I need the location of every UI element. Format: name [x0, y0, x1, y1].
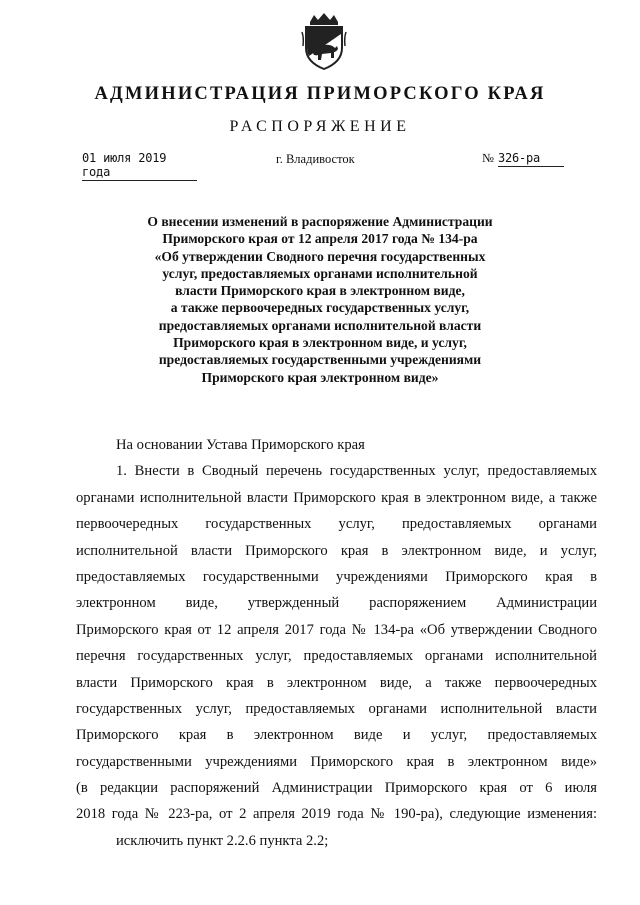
paragraph-1-line: перечня государственных услуг, предоставляемых органами исполнительной [76, 648, 597, 665]
document-title [100, 213, 540, 386]
paragraph-1-line: (в редакции распоряжений Администрации Приморского края от 6 июля [76, 780, 597, 797]
title-line: предоставляемых органами исполнительной власти [158, 317, 482, 333]
basis-paragraph: На основании Устава Приморского края [116, 437, 365, 453]
title-line: услуг, предоставляемых органами исполнительной [162, 265, 478, 281]
paragraph-1-line: электронном виде, утвержденный распоряжением Администрации [76, 595, 597, 612]
document-type: РАСПОРЯЖЕНИЕ [229, 118, 411, 135]
title-line: а также первоочередных государственных услуг, [170, 300, 470, 316]
paragraph-1-line: Приморского края от 12 апреля 2017 года № 134-ра «Об утверждении Сводного [76, 621, 597, 638]
title-line: Приморского края электронном виде» [201, 369, 439, 385]
paragraph-1-line: исполнительной власти Приморского края в электронном виде, и услуг, [76, 542, 597, 559]
paragraph-1-line: Приморского края в электронном виде и услуг, предоставляемых [76, 727, 597, 744]
document-city: г. Владивосток [276, 152, 355, 166]
paragraph-1-line: органами исполнительной власти Приморского края в электронном виде, а также [76, 489, 597, 506]
number-sign: № [482, 151, 494, 165]
paragraph-1-line: предоставляемых государственными учреждениями Приморского края в [76, 568, 597, 585]
title-line: власти Приморского края в электронном виде, [175, 283, 465, 299]
paragraph-1-line: государственных услуг, предоставляемых органами исполнительной власти [76, 700, 597, 717]
list-item-exclusion: исключить пункт 2.2.6 пункта 2.2; [116, 832, 329, 849]
title-line: Приморского края в электронном виде, и услуг, [173, 335, 467, 351]
title-line: «Об утверждении Сводного перечня государственных [154, 248, 486, 264]
title-line: предоставляемых государственными учреждениями [158, 352, 482, 368]
coat-of-arms-icon [300, 12, 348, 72]
document-number [482, 151, 572, 167]
paragraph-1-line: 1. Внести в Сводный перечень государственных услуг, предоставляемых [116, 463, 597, 480]
document-meta-row [0, 151, 640, 179]
title-line: Приморского края от 12 апреля 2017 года № 134-ра [162, 231, 478, 247]
paragraph-1-line: власти Приморского края в электронном виде, а также первоочередных [76, 674, 597, 691]
organization-name: АДМИНИСТРАЦИЯ ПРИМОРСКОГО КРАЯ [94, 84, 546, 104]
paragraph-1-line: государственными учреждениями Приморского края в электронном виде» [76, 753, 597, 770]
number-value: 326-ра [498, 151, 564, 167]
paragraph-1-line: 2018 года № 223-ра, от 2 апреля 2019 года № 190-ра), следующие изменения: [76, 806, 597, 823]
title-line: О внесении изменений в распоряжение Администрации [147, 214, 493, 229]
document-body [76, 432, 597, 854]
document-date: 01 июля 2019 года [82, 151, 197, 181]
paragraph-1-line: первоочередных государственных услуг, предоставляемых органами [76, 516, 597, 533]
